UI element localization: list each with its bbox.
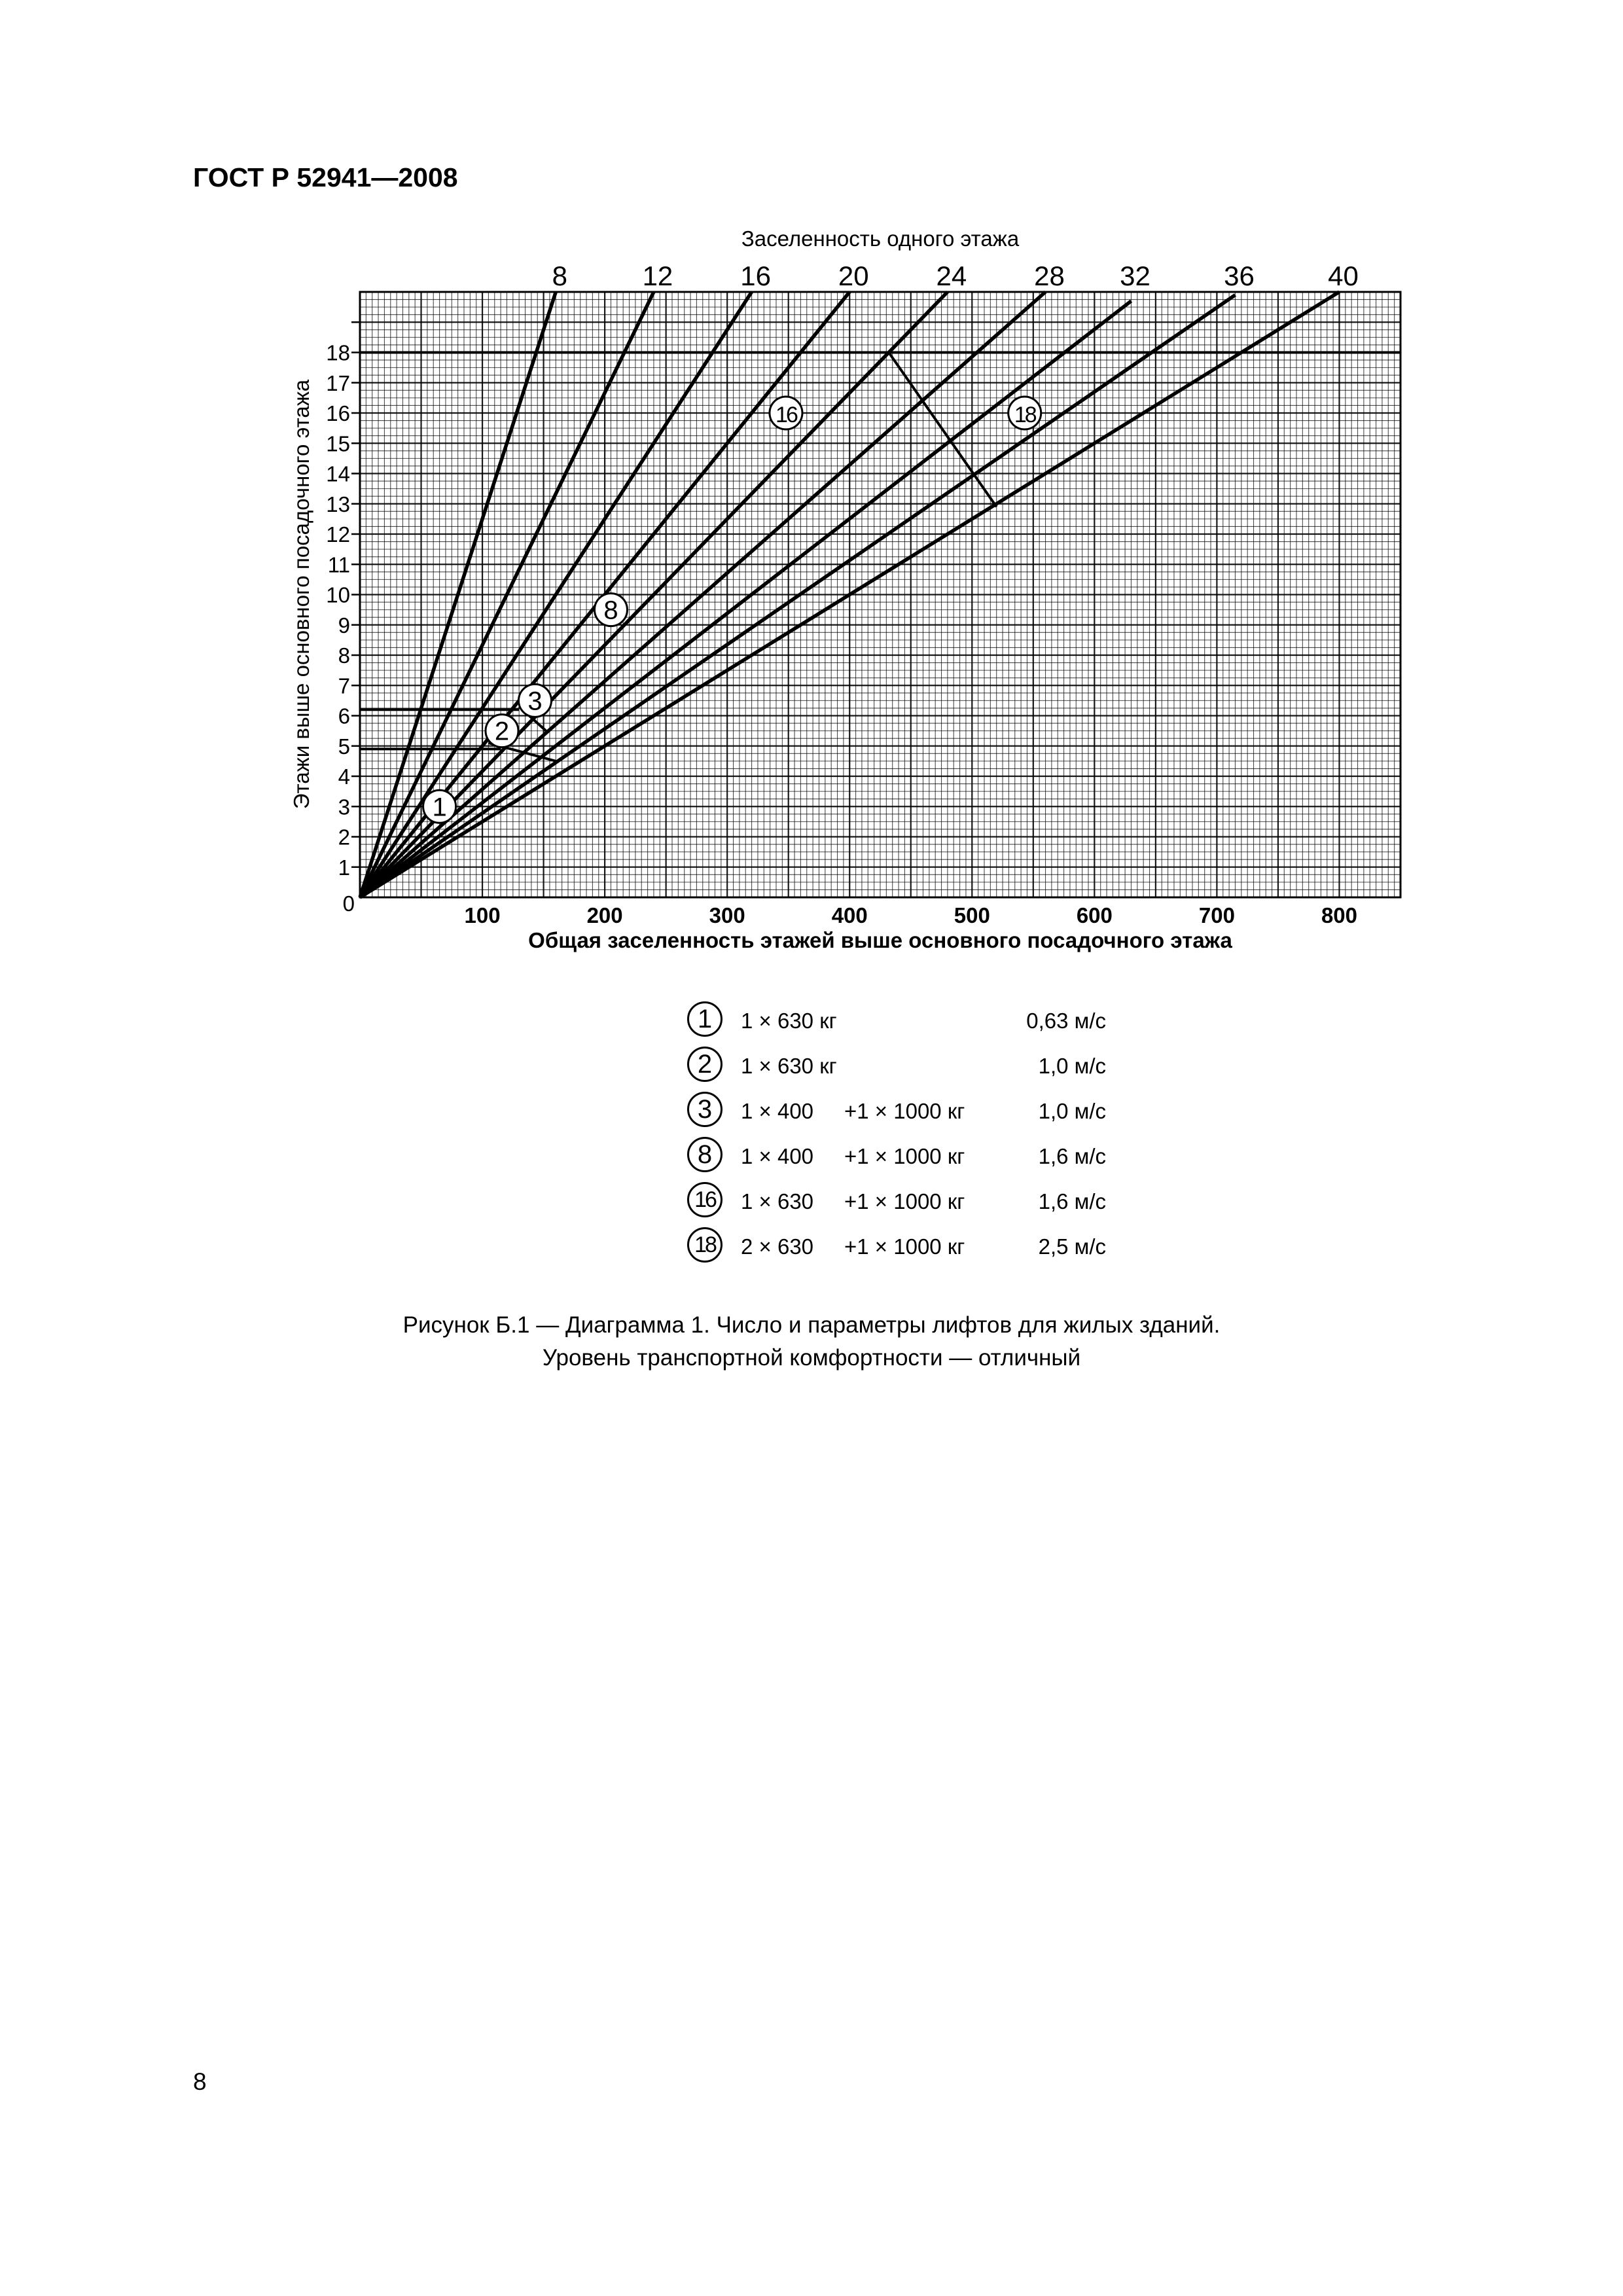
- y-tick-label: 4: [338, 764, 350, 789]
- legend-marker: 8: [687, 1137, 722, 1172]
- y-tick-label: 8: [338, 643, 350, 668]
- top-tick-label: 20: [838, 260, 869, 291]
- y-tick-label: 12: [326, 522, 350, 547]
- legend-row: [687, 1136, 1106, 1175]
- top-tick-labels: [552, 260, 1359, 291]
- figure-caption: [0, 1309, 1623, 1374]
- y-tick-label: 2: [338, 825, 350, 850]
- legend-speed: 1,0 м/с: [1038, 1099, 1106, 1123]
- y-tick-label: 18: [326, 340, 350, 365]
- y-tick-label: 1: [338, 855, 350, 880]
- legend-speed: 0,63 м/с: [1026, 1009, 1106, 1033]
- legend-marker: 1: [687, 1001, 722, 1037]
- x-tick-label: 400: [831, 903, 868, 927]
- legend-config: 1 × 630: [741, 1189, 814, 1213]
- y-tick-label: 9: [338, 613, 350, 637]
- document-header: ГОСТ Р 52941—2008: [193, 162, 458, 192]
- legend-row: [687, 1181, 1106, 1220]
- page-number: 8: [193, 2068, 207, 2095]
- x-axis-title: Общая заселенность этажей выше основного посадочного этажа: [528, 928, 1232, 952]
- top-axis-title: Заселенность одного этажа: [741, 226, 1020, 251]
- y-tick-label: 11: [327, 552, 350, 577]
- top-tick-label: 16: [740, 260, 771, 291]
- top-tick-label: 12: [642, 260, 673, 291]
- y-axis-title: Этажи выше основного посадочного этажа: [289, 379, 313, 810]
- top-tick-label: 36: [1224, 260, 1255, 291]
- y-tick-label: 3: [338, 795, 350, 819]
- y-tick-label: 13: [326, 492, 350, 516]
- zone-marker-label: 18: [1014, 403, 1035, 427]
- legend-marker: 2: [687, 1047, 722, 1082]
- legend-marker: 18: [687, 1227, 722, 1263]
- x-tick-label: 800: [1321, 903, 1358, 927]
- y-tick-label: 0: [342, 891, 355, 916]
- top-tick-label: 40: [1328, 260, 1359, 291]
- y-tick-label: 15: [326, 431, 350, 456]
- legend-speed: 1,6 м/с: [1038, 1144, 1106, 1168]
- y-tick-label: 6: [338, 704, 350, 728]
- top-tick-label: 8: [552, 260, 567, 291]
- legend-config: 1 × 400: [741, 1144, 814, 1168]
- chart-grid: [360, 292, 1400, 897]
- y-tick-label: 10: [326, 583, 350, 607]
- caption-line-2: Уровень транспортной комфортности — отличный: [542, 1345, 1081, 1371]
- legend-extra: +1 × 1000 кг: [844, 1234, 965, 1259]
- legend-row: [687, 1045, 1106, 1085]
- y-tick-label: 14: [326, 461, 350, 486]
- x-tick-label: 200: [586, 903, 623, 927]
- legend-config: 1 × 630 кг: [741, 1054, 837, 1078]
- legend-config: 1 × 400: [741, 1099, 814, 1123]
- legend-speed: 1,6 м/с: [1038, 1189, 1106, 1213]
- top-tick-label: 24: [936, 260, 967, 291]
- y-tick-label: 17: [326, 370, 350, 395]
- elevator-selection-chart: [0, 0, 1623, 982]
- zone-marker-label: 1: [432, 793, 447, 822]
- x-tick-label: 300: [709, 903, 745, 927]
- legend-extra: +1 × 1000 кг: [844, 1099, 965, 1123]
- legend-extra: +1 × 1000 кг: [844, 1189, 965, 1213]
- legend-speed: 1,0 м/с: [1038, 1054, 1106, 1078]
- legend-extra: +1 × 1000 кг: [844, 1144, 965, 1168]
- zone-marker-label: 2: [494, 717, 510, 746]
- x-tick-label: 600: [1076, 903, 1113, 927]
- y-tick-label: 7: [338, 673, 350, 698]
- zone-marker-label: 8: [603, 596, 618, 625]
- x-tick-label: 700: [1198, 903, 1235, 927]
- legend-row: [687, 1226, 1106, 1265]
- zone-marker-label: 16: [776, 403, 796, 427]
- zone-marker-label: 3: [527, 687, 543, 716]
- top-tick-label: 28: [1034, 260, 1065, 291]
- legend-marker: 16: [687, 1182, 722, 1217]
- y-tick-labels: [326, 322, 360, 916]
- top-tick-label: 32: [1120, 260, 1150, 291]
- legend-marker: 3: [687, 1092, 722, 1127]
- y-tick-label: 16: [326, 401, 350, 425]
- x-tick-labels: [465, 903, 1357, 927]
- x-tick-label: 500: [954, 903, 990, 927]
- legend-row: [687, 1000, 1106, 1039]
- legend-config: 2 × 630: [741, 1234, 814, 1259]
- legend-config: 1 × 630 кг: [741, 1009, 837, 1033]
- x-tick-label: 100: [464, 903, 501, 927]
- caption-line-1: Рисунок Б.1 — Диаграмма 1. Число и параметры лифтов для жилых зданий.: [402, 1312, 1221, 1338]
- y-tick-label: 5: [338, 734, 350, 759]
- legend-row: [687, 1090, 1106, 1130]
- legend-speed: 2,5 м/с: [1038, 1234, 1106, 1259]
